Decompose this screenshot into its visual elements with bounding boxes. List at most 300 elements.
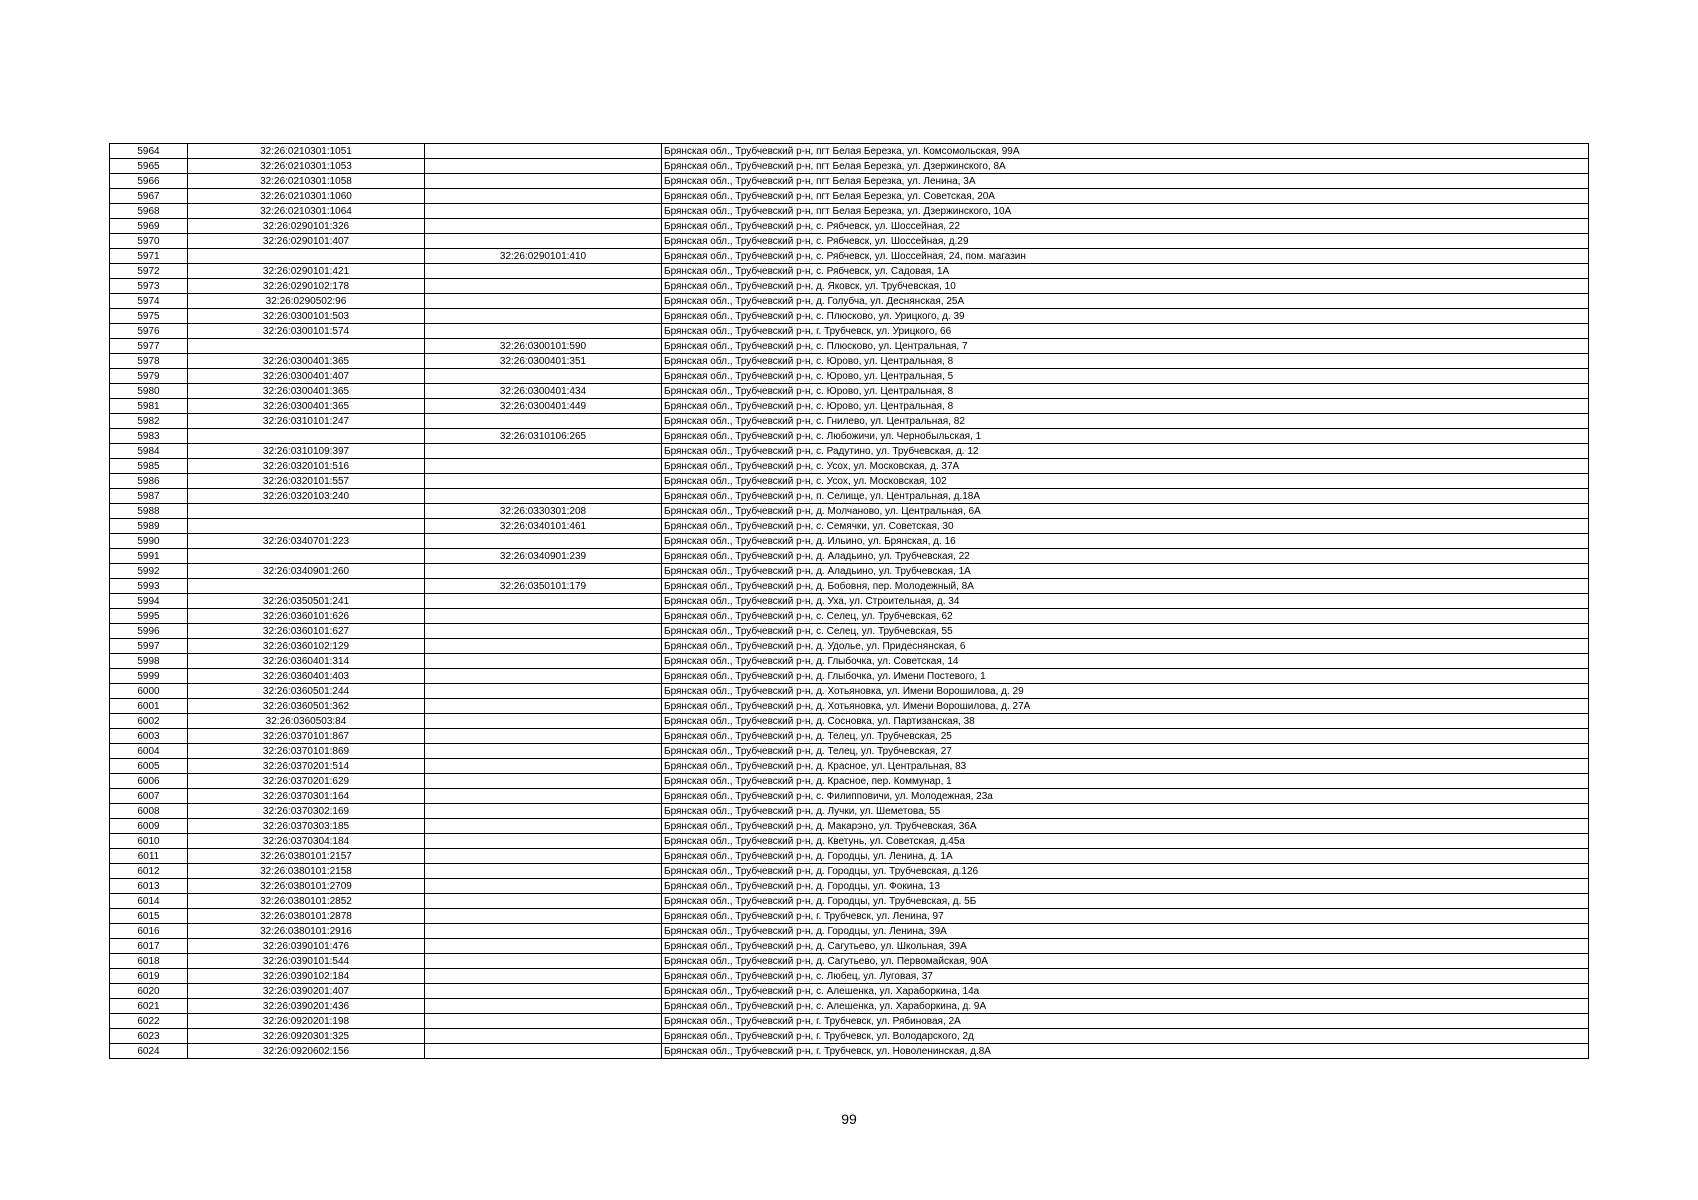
cadastral-number-cell: 32:26:0360102:129 <box>188 639 425 654</box>
related-cadastral-number-cell <box>425 444 662 459</box>
address-cell: Брянская обл., Трубчевский р-н, г. Трубчевск, ул. Рябиновая, 2А <box>662 1014 1589 1029</box>
row-number-cell: 5989 <box>110 519 188 534</box>
address-cell: Брянская обл., Трубчевский р-н, д. Сагутьево, ул. Первомайская, 90А <box>662 954 1589 969</box>
address-cell: Брянская обл., Трубчевский р-н, пгт Белая Березка, ул. Дзержинского, 10А <box>662 204 1589 219</box>
row-number-cell: 6010 <box>110 834 188 849</box>
related-cadastral-number-cell: 32:26:0310106:265 <box>425 429 662 444</box>
related-cadastral-number-cell: 32:26:0300401:351 <box>425 354 662 369</box>
table-row <box>110 489 1589 504</box>
row-number-cell: 6020 <box>110 984 188 999</box>
table-row <box>110 639 1589 654</box>
table-row <box>110 294 1589 309</box>
cadastral-number-cell <box>188 504 425 519</box>
table-row <box>110 1044 1589 1059</box>
cadastral-number-cell: 32:26:0380101:2157 <box>188 849 425 864</box>
address-cell: Брянская обл., Трубчевский р-н, д. Макарэно, ул. Трубчевская, 36А <box>662 819 1589 834</box>
related-cadastral-number-cell: 32:26:0350101:179 <box>425 579 662 594</box>
row-number-cell: 5992 <box>110 564 188 579</box>
address-cell: Брянская обл., Трубчевский р-н, с. Любец, ул. Луговая, 37 <box>662 969 1589 984</box>
row-number-cell: 6007 <box>110 789 188 804</box>
related-cadastral-number-cell <box>425 594 662 609</box>
cadastral-number-cell: 32:26:0290101:326 <box>188 219 425 234</box>
table-row <box>110 609 1589 624</box>
related-cadastral-number-cell <box>425 894 662 909</box>
table-row <box>110 819 1589 834</box>
row-number-cell: 5985 <box>110 459 188 474</box>
table-row <box>110 894 1589 909</box>
row-number-cell: 6014 <box>110 894 188 909</box>
address-cell: Брянская обл., Трубчевский р-н, д. Глыбочка, ул. Имени Постевого, 1 <box>662 669 1589 684</box>
row-number-cell: 6022 <box>110 1014 188 1029</box>
row-number-cell: 5999 <box>110 669 188 684</box>
cadastral-number-cell: 32:26:0920201:198 <box>188 1014 425 1029</box>
row-number-cell: 5979 <box>110 369 188 384</box>
related-cadastral-number-cell <box>425 459 662 474</box>
address-cell: Брянская обл., Трубчевский р-н, д. Яковск, ул. Трубчевская, 10 <box>662 279 1589 294</box>
row-number-cell: 5983 <box>110 429 188 444</box>
row-number-cell: 5964 <box>110 144 188 159</box>
related-cadastral-number-cell: 32:26:0340901:239 <box>425 549 662 564</box>
row-number-cell: 6002 <box>110 714 188 729</box>
address-cell: Брянская обл., Трубчевский р-н, д. Молчаново, ул. Центральная, 6А <box>662 504 1589 519</box>
address-cell: Брянская обл., Трубчевский р-н, с. Плюсково, ул. Центральная, 7 <box>662 339 1589 354</box>
address-cell: Брянская обл., Трубчевский р-н, г. Трубчевск, ул. Володарского, 2д <box>662 1029 1589 1044</box>
address-cell: Брянская обл., Трубчевский р-н, д. Ильино, ул. Брянская, д. 16 <box>662 534 1589 549</box>
address-cell: Брянская обл., Трубчевский р-н, с. Усох, ул. Московская, д. 37А <box>662 459 1589 474</box>
table-row <box>110 534 1589 549</box>
related-cadastral-number-cell <box>425 759 662 774</box>
table-row <box>110 219 1589 234</box>
row-number-cell: 5972 <box>110 264 188 279</box>
related-cadastral-number-cell <box>425 174 662 189</box>
address-cell: Брянская обл., Трубчевский р-н, с. Рябчевск, ул. Шоссейная, 22 <box>662 219 1589 234</box>
table-row <box>110 519 1589 534</box>
cadastral-number-cell: 32:26:0380101:2158 <box>188 864 425 879</box>
table-row <box>110 924 1589 939</box>
address-cell: Брянская обл., Трубчевский р-н, с. Плюсково, ул. Урицкого, д. 39 <box>662 309 1589 324</box>
row-number-cell: 5975 <box>110 309 188 324</box>
related-cadastral-number-cell <box>425 819 662 834</box>
related-cadastral-number-cell <box>425 714 662 729</box>
table-row <box>110 759 1589 774</box>
registry-table <box>109 143 1589 1059</box>
address-cell: Брянская обл., Трубчевский р-н, с. Радутино, ул. Трубчевская, д. 12 <box>662 444 1589 459</box>
table-row <box>110 939 1589 954</box>
related-cadastral-number-cell <box>425 474 662 489</box>
row-number-cell: 5991 <box>110 549 188 564</box>
row-number-cell: 6000 <box>110 684 188 699</box>
address-cell: Брянская обл., Трубчевский р-н, г. Трубчевск, ул. Урицкого, 66 <box>662 324 1589 339</box>
cadastral-number-cell: 32:26:0390102:184 <box>188 969 425 984</box>
cadastral-number-cell: 32:26:0300101:503 <box>188 309 425 324</box>
related-cadastral-number-cell <box>425 309 662 324</box>
related-cadastral-number-cell <box>425 294 662 309</box>
table-row <box>110 744 1589 759</box>
address-cell: Брянская обл., Трубчевский р-н, д. Красное, пер. Коммунар, 1 <box>662 774 1589 789</box>
cadastral-number-cell: 32:26:0360501:362 <box>188 699 425 714</box>
table-row <box>110 444 1589 459</box>
related-cadastral-number-cell <box>425 684 662 699</box>
address-cell: Брянская обл., Трубчевский р-н, д. Уха, ул. Строительная, д. 34 <box>662 594 1589 609</box>
row-number-cell: 6012 <box>110 864 188 879</box>
row-number-cell: 5965 <box>110 159 188 174</box>
related-cadastral-number-cell <box>425 369 662 384</box>
address-cell: Брянская обл., Трубчевский р-н, д. Аладьино, ул. Трубчевская, 22 <box>662 549 1589 564</box>
cadastral-number-cell: 32:26:0210301:1064 <box>188 204 425 219</box>
address-cell: Брянская обл., Трубчевский р-н, пгт Белая Березка, ул. Ленина, 3А <box>662 174 1589 189</box>
cadastral-number-cell: 32:26:0340701:223 <box>188 534 425 549</box>
cadastral-number-cell: 32:26:0290102:178 <box>188 279 425 294</box>
row-number-cell: 5993 <box>110 579 188 594</box>
row-number-cell: 5990 <box>110 534 188 549</box>
address-cell: Брянская обл., Трубчевский р-н, д. Удолье, ул. Придеснянская, 6 <box>662 639 1589 654</box>
cadastral-number-cell: 32:26:0920602:156 <box>188 1044 425 1059</box>
table-row <box>110 1014 1589 1029</box>
table-row <box>110 774 1589 789</box>
row-number-cell: 5986 <box>110 474 188 489</box>
table-row <box>110 654 1589 669</box>
address-cell: Брянская обл., Трубчевский р-н, пгт Белая Березка, ул. Советская, 20А <box>662 189 1589 204</box>
table-row <box>110 324 1589 339</box>
table-row <box>110 174 1589 189</box>
cadastral-number-cell: 32:26:0390101:544 <box>188 954 425 969</box>
row-number-cell: 6008 <box>110 804 188 819</box>
address-cell: Брянская обл., Трубчевский р-н, д. Аладьино, ул. Трубчевская, 1А <box>662 564 1589 579</box>
cadastral-number-cell <box>188 339 425 354</box>
cadastral-number-cell: 32:26:0210301:1053 <box>188 159 425 174</box>
table-row <box>110 279 1589 294</box>
row-number-cell: 6009 <box>110 819 188 834</box>
cadastral-number-cell: 32:26:0210301:1051 <box>188 144 425 159</box>
cadastral-number-cell <box>188 519 425 534</box>
table-row <box>110 144 1589 159</box>
row-number-cell: 6018 <box>110 954 188 969</box>
address-cell: Брянская обл., Трубчевский р-н, д. Городцы, ул. Ленина, д. 1А <box>662 849 1589 864</box>
address-cell: Брянская обл., Трубчевский р-н, с. Рябчевск, ул. Шоссейная, 24, пом. магазин <box>662 249 1589 264</box>
address-cell: Брянская обл., Трубчевский р-н, д. Хотьяновка, ул. Имени Ворошилова, д. 27А <box>662 699 1589 714</box>
address-cell: Брянская обл., Трубчевский р-н, д. Телец, ул. Трубчевская, 27 <box>662 744 1589 759</box>
cadastral-number-cell: 32:26:0300401:365 <box>188 384 425 399</box>
row-number-cell: 6011 <box>110 849 188 864</box>
row-number-cell: 5969 <box>110 219 188 234</box>
address-cell: Брянская обл., Трубчевский р-н, д. Лучки, ул. Шеметова, 55 <box>662 804 1589 819</box>
table-row <box>110 1029 1589 1044</box>
table-row <box>110 384 1589 399</box>
related-cadastral-number-cell <box>425 774 662 789</box>
table-row <box>110 414 1589 429</box>
related-cadastral-number-cell <box>425 534 662 549</box>
table-row <box>110 264 1589 279</box>
table-row <box>110 159 1589 174</box>
table-row <box>110 714 1589 729</box>
related-cadastral-number-cell <box>425 1044 662 1059</box>
row-number-cell: 5987 <box>110 489 188 504</box>
related-cadastral-number-cell <box>425 984 662 999</box>
cadastral-number-cell: 32:26:0320103:240 <box>188 489 425 504</box>
row-number-cell: 6015 <box>110 909 188 924</box>
cadastral-number-cell <box>188 429 425 444</box>
address-cell: Брянская обл., Трубчевский р-н, д. Глыбочка, ул. Советская, 14 <box>662 654 1589 669</box>
table-row <box>110 804 1589 819</box>
related-cadastral-number-cell <box>425 999 662 1014</box>
address-cell: Брянская обл., Трубчевский р-н, д. Городцы, ул. Трубчевская, д. 5Б <box>662 894 1589 909</box>
cadastral-number-cell <box>188 579 425 594</box>
row-number-cell: 5996 <box>110 624 188 639</box>
address-cell: Брянская обл., Трубчевский р-н, д. Городцы, ул. Ленина, 39А <box>662 924 1589 939</box>
table-row <box>110 669 1589 684</box>
cadastral-number-cell: 32:26:0380101:2878 <box>188 909 425 924</box>
related-cadastral-number-cell <box>425 189 662 204</box>
table-row <box>110 429 1589 444</box>
table-row <box>110 309 1589 324</box>
row-number-cell: 5974 <box>110 294 188 309</box>
related-cadastral-number-cell <box>425 789 662 804</box>
row-number-cell: 5973 <box>110 279 188 294</box>
table-row <box>110 399 1589 414</box>
related-cadastral-number-cell <box>425 489 662 504</box>
address-cell: Брянская обл., Трубчевский р-н, с. Рябчевск, ул. Садовая, 1А <box>662 264 1589 279</box>
table-row <box>110 204 1589 219</box>
table-row <box>110 909 1589 924</box>
cadastral-number-cell: 32:26:0360503:84 <box>188 714 425 729</box>
table-row <box>110 594 1589 609</box>
table-row <box>110 834 1589 849</box>
cadastral-number-cell: 32:26:0300401:407 <box>188 369 425 384</box>
address-cell: Брянская обл., Трубчевский р-н, д. Телец, ул. Трубчевская, 25 <box>662 729 1589 744</box>
related-cadastral-number-cell: 32:26:0300401:449 <box>425 399 662 414</box>
address-cell: Брянская обл., Трубчевский р-н, д. Хотьяновка, ул. Имени Ворошилова, д. 29 <box>662 684 1589 699</box>
row-number-cell: 6013 <box>110 879 188 894</box>
address-cell: Брянская обл., Трубчевский р-н, с. Юрово, ул. Центральная, 8 <box>662 384 1589 399</box>
address-cell: Брянская обл., Трубчевский р-н, с. Юрово, ул. Центральная, 5 <box>662 369 1589 384</box>
related-cadastral-number-cell <box>425 954 662 969</box>
cadastral-number-cell: 32:26:0320101:516 <box>188 459 425 474</box>
related-cadastral-number-cell <box>425 849 662 864</box>
row-number-cell: 6019 <box>110 969 188 984</box>
address-cell: Брянская обл., Трубчевский р-н, д. Красное, ул. Центральная, 83 <box>662 759 1589 774</box>
related-cadastral-number-cell <box>425 624 662 639</box>
related-cadastral-number-cell <box>425 204 662 219</box>
related-cadastral-number-cell <box>425 219 662 234</box>
table-row <box>110 579 1589 594</box>
address-cell: Брянская обл., Трубчевский р-н, с. Юрово, ул. Центральная, 8 <box>662 354 1589 369</box>
related-cadastral-number-cell: 32:26:0340101:461 <box>425 519 662 534</box>
table-row <box>110 849 1589 864</box>
cadastral-number-cell: 32:26:0920301:325 <box>188 1029 425 1044</box>
table-row <box>110 564 1589 579</box>
address-cell: Брянская обл., Трубчевский р-н, с. Алешенка, ул. Хараборкина, 14а <box>662 984 1589 999</box>
related-cadastral-number-cell <box>425 159 662 174</box>
row-number-cell: 6017 <box>110 939 188 954</box>
related-cadastral-number-cell <box>425 744 662 759</box>
related-cadastral-number-cell: 32:26:0330301:208 <box>425 504 662 519</box>
row-number-cell: 6001 <box>110 699 188 714</box>
row-number-cell: 6004 <box>110 744 188 759</box>
address-cell: Брянская обл., Трубчевский р-н, п. Селище, ул. Центральная, д.18А <box>662 489 1589 504</box>
cadastral-number-cell: 32:26:0290502:96 <box>188 294 425 309</box>
cadastral-number-cell: 32:26:0290101:407 <box>188 234 425 249</box>
cadastral-number-cell: 32:26:0390201:436 <box>188 999 425 1014</box>
address-cell: Брянская обл., Трубчевский р-н, с. Филипповичи, ул. Молодежная, 23а <box>662 789 1589 804</box>
cadastral-number-cell: 32:26:0380101:2916 <box>188 924 425 939</box>
address-cell: Брянская обл., Трубчевский р-н, д. Голубча, ул. Деснянская, 25А <box>662 294 1589 309</box>
table-row <box>110 789 1589 804</box>
address-cell: Брянская обл., Трубчевский р-н, г. Трубчевск, ул. Новоленинская, д.8А <box>662 1044 1589 1059</box>
table-row <box>110 189 1589 204</box>
related-cadastral-number-cell <box>425 834 662 849</box>
cadastral-number-cell: 32:26:0340901:260 <box>188 564 425 579</box>
row-number-cell: 5966 <box>110 174 188 189</box>
address-cell: Брянская обл., Трубчевский р-н, пгт Белая Березка, ул. Комсомольская, 99А <box>662 144 1589 159</box>
row-number-cell: 6024 <box>110 1044 188 1059</box>
row-number-cell: 5984 <box>110 444 188 459</box>
address-cell: Брянская обл., Трубчевский р-н, д. Кветунь, ул. Советская, д.45а <box>662 834 1589 849</box>
row-number-cell: 5981 <box>110 399 188 414</box>
row-number-cell: 5988 <box>110 504 188 519</box>
related-cadastral-number-cell <box>425 564 662 579</box>
page-number: 99 <box>841 1111 857 1127</box>
row-number-cell: 5994 <box>110 594 188 609</box>
related-cadastral-number-cell: 32:26:0290101:410 <box>425 249 662 264</box>
cadastral-number-cell: 32:26:0390201:407 <box>188 984 425 999</box>
row-number-cell: 5982 <box>110 414 188 429</box>
related-cadastral-number-cell <box>425 729 662 744</box>
related-cadastral-number-cell: 32:26:0300401:434 <box>425 384 662 399</box>
address-cell: Брянская обл., Трубчевский р-н, пгт Белая Березка, ул. Дзержинского, 8А <box>662 159 1589 174</box>
cadastral-number-cell: 32:26:0210301:1060 <box>188 189 425 204</box>
row-number-cell: 5976 <box>110 324 188 339</box>
table-row <box>110 999 1589 1014</box>
table-row <box>110 699 1589 714</box>
table-row <box>110 459 1589 474</box>
related-cadastral-number-cell <box>425 804 662 819</box>
row-number-cell: 5977 <box>110 339 188 354</box>
row-number-cell: 6016 <box>110 924 188 939</box>
row-number-cell: 5970 <box>110 234 188 249</box>
related-cadastral-number-cell <box>425 1014 662 1029</box>
cadastral-number-cell: 32:26:0310109:397 <box>188 444 425 459</box>
related-cadastral-number-cell <box>425 234 662 249</box>
cadastral-number-cell: 32:26:0370304:184 <box>188 834 425 849</box>
table-row <box>110 969 1589 984</box>
table-row <box>110 234 1589 249</box>
cadastral-number-cell: 32:26:0360401:314 <box>188 654 425 669</box>
table-row <box>110 369 1589 384</box>
cadastral-number-cell: 32:26:0390101:476 <box>188 939 425 954</box>
table-row <box>110 339 1589 354</box>
cadastral-number-cell <box>188 549 425 564</box>
table-row <box>110 549 1589 564</box>
cadastral-number-cell: 32:26:0210301:1058 <box>188 174 425 189</box>
cadastral-number-cell: 32:26:0290101:421 <box>188 264 425 279</box>
related-cadastral-number-cell <box>425 264 662 279</box>
cadastral-number-cell: 32:26:0380101:2709 <box>188 879 425 894</box>
cadastral-number-cell: 32:26:0360401:403 <box>188 669 425 684</box>
row-number-cell: 5978 <box>110 354 188 369</box>
related-cadastral-number-cell: 32:26:0300101:590 <box>425 339 662 354</box>
table-row <box>110 249 1589 264</box>
address-cell: Брянская обл., Трубчевский р-н, с. Рябчевск, ул. Шоссейная, д.29 <box>662 234 1589 249</box>
address-cell: Брянская обл., Трубчевский р-н, с. Гнилево, ул. Центральная, 82 <box>662 414 1589 429</box>
related-cadastral-number-cell <box>425 879 662 894</box>
related-cadastral-number-cell <box>425 144 662 159</box>
cadastral-number-cell: 32:26:0360501:244 <box>188 684 425 699</box>
address-cell: Брянская обл., Трубчевский р-н, с. Усох, ул. Московская, 102 <box>662 474 1589 489</box>
row-number-cell: 5998 <box>110 654 188 669</box>
row-number-cell: 6003 <box>110 729 188 744</box>
registry-body <box>110 144 1589 1059</box>
table-row <box>110 684 1589 699</box>
table-row <box>110 354 1589 369</box>
address-cell: Брянская обл., Трубчевский р-н, д. Сагутьево, ул. Школьная, 39А <box>662 939 1589 954</box>
row-number-cell: 5967 <box>110 189 188 204</box>
address-cell: Брянская обл., Трубчевский р-н, с. Юрово, ул. Центральная, 8 <box>662 399 1589 414</box>
address-cell: Брянская обл., Трубчевский р-н, д. Городцы, ул. Трубчевская, д.126 <box>662 864 1589 879</box>
cadastral-number-cell: 32:26:0370301:164 <box>188 789 425 804</box>
address-cell: Брянская обл., Трубчевский р-н, с. Алешенка, ул. Хараборкина, д. 9А <box>662 999 1589 1014</box>
row-number-cell: 5980 <box>110 384 188 399</box>
row-number-cell: 6023 <box>110 1029 188 1044</box>
cadastral-number-cell: 32:26:0360101:627 <box>188 624 425 639</box>
table-row <box>110 474 1589 489</box>
cadastral-number-cell: 32:26:0320101:557 <box>188 474 425 489</box>
table-row <box>110 504 1589 519</box>
row-number-cell: 6005 <box>110 759 188 774</box>
table-row <box>110 729 1589 744</box>
related-cadastral-number-cell <box>425 924 662 939</box>
related-cadastral-number-cell <box>425 909 662 924</box>
address-cell: Брянская обл., Трубчевский р-н, с. Селец, ул. Трубчевская, 62 <box>662 609 1589 624</box>
address-cell: Брянская обл., Трубчевский р-н, д. Сосновка, ул. Партизанская, 38 <box>662 714 1589 729</box>
related-cadastral-number-cell <box>425 699 662 714</box>
related-cadastral-number-cell <box>425 639 662 654</box>
address-cell: Брянская обл., Трубчевский р-н, г. Трубчевск, ул. Ленина, 97 <box>662 909 1589 924</box>
cadastral-number-cell <box>188 249 425 264</box>
related-cadastral-number-cell <box>425 279 662 294</box>
cadastral-number-cell: 32:26:0300401:365 <box>188 354 425 369</box>
address-cell: Брянская обл., Трубчевский р-н, с. Селец, ул. Трубчевская, 55 <box>662 624 1589 639</box>
related-cadastral-number-cell <box>425 939 662 954</box>
related-cadastral-number-cell <box>425 324 662 339</box>
cadastral-number-cell: 32:26:0350501:241 <box>188 594 425 609</box>
row-number-cell: 6006 <box>110 774 188 789</box>
table-row <box>110 984 1589 999</box>
row-number-cell: 5971 <box>110 249 188 264</box>
row-number-cell: 5997 <box>110 639 188 654</box>
cadastral-number-cell: 32:26:0370303:185 <box>188 819 425 834</box>
related-cadastral-number-cell <box>425 864 662 879</box>
cadastral-number-cell: 32:26:0370101:867 <box>188 729 425 744</box>
address-cell: Брянская обл., Трубчевский р-н, д. Городцы, ул. Фокина, 13 <box>662 879 1589 894</box>
cadastral-number-cell: 32:26:0310101:247 <box>188 414 425 429</box>
address-cell: Брянская обл., Трубчевский р-н, д. Бобовня, пер. Молодежный, 8А <box>662 579 1589 594</box>
table-row <box>110 624 1589 639</box>
row-number-cell: 5968 <box>110 204 188 219</box>
related-cadastral-number-cell <box>425 414 662 429</box>
related-cadastral-number-cell <box>425 669 662 684</box>
related-cadastral-number-cell <box>425 969 662 984</box>
row-number-cell: 5995 <box>110 609 188 624</box>
row-number-cell: 6021 <box>110 999 188 1014</box>
table-row <box>110 954 1589 969</box>
related-cadastral-number-cell <box>425 654 662 669</box>
cadastral-number-cell: 32:26:0300401:365 <box>188 399 425 414</box>
address-cell: Брянская обл., Трубчевский р-н, с. Семячки, ул. Советская, 30 <box>662 519 1589 534</box>
table-row <box>110 879 1589 894</box>
cadastral-number-cell: 32:26:0360101:626 <box>188 609 425 624</box>
related-cadastral-number-cell <box>425 609 662 624</box>
related-cadastral-number-cell <box>425 1029 662 1044</box>
